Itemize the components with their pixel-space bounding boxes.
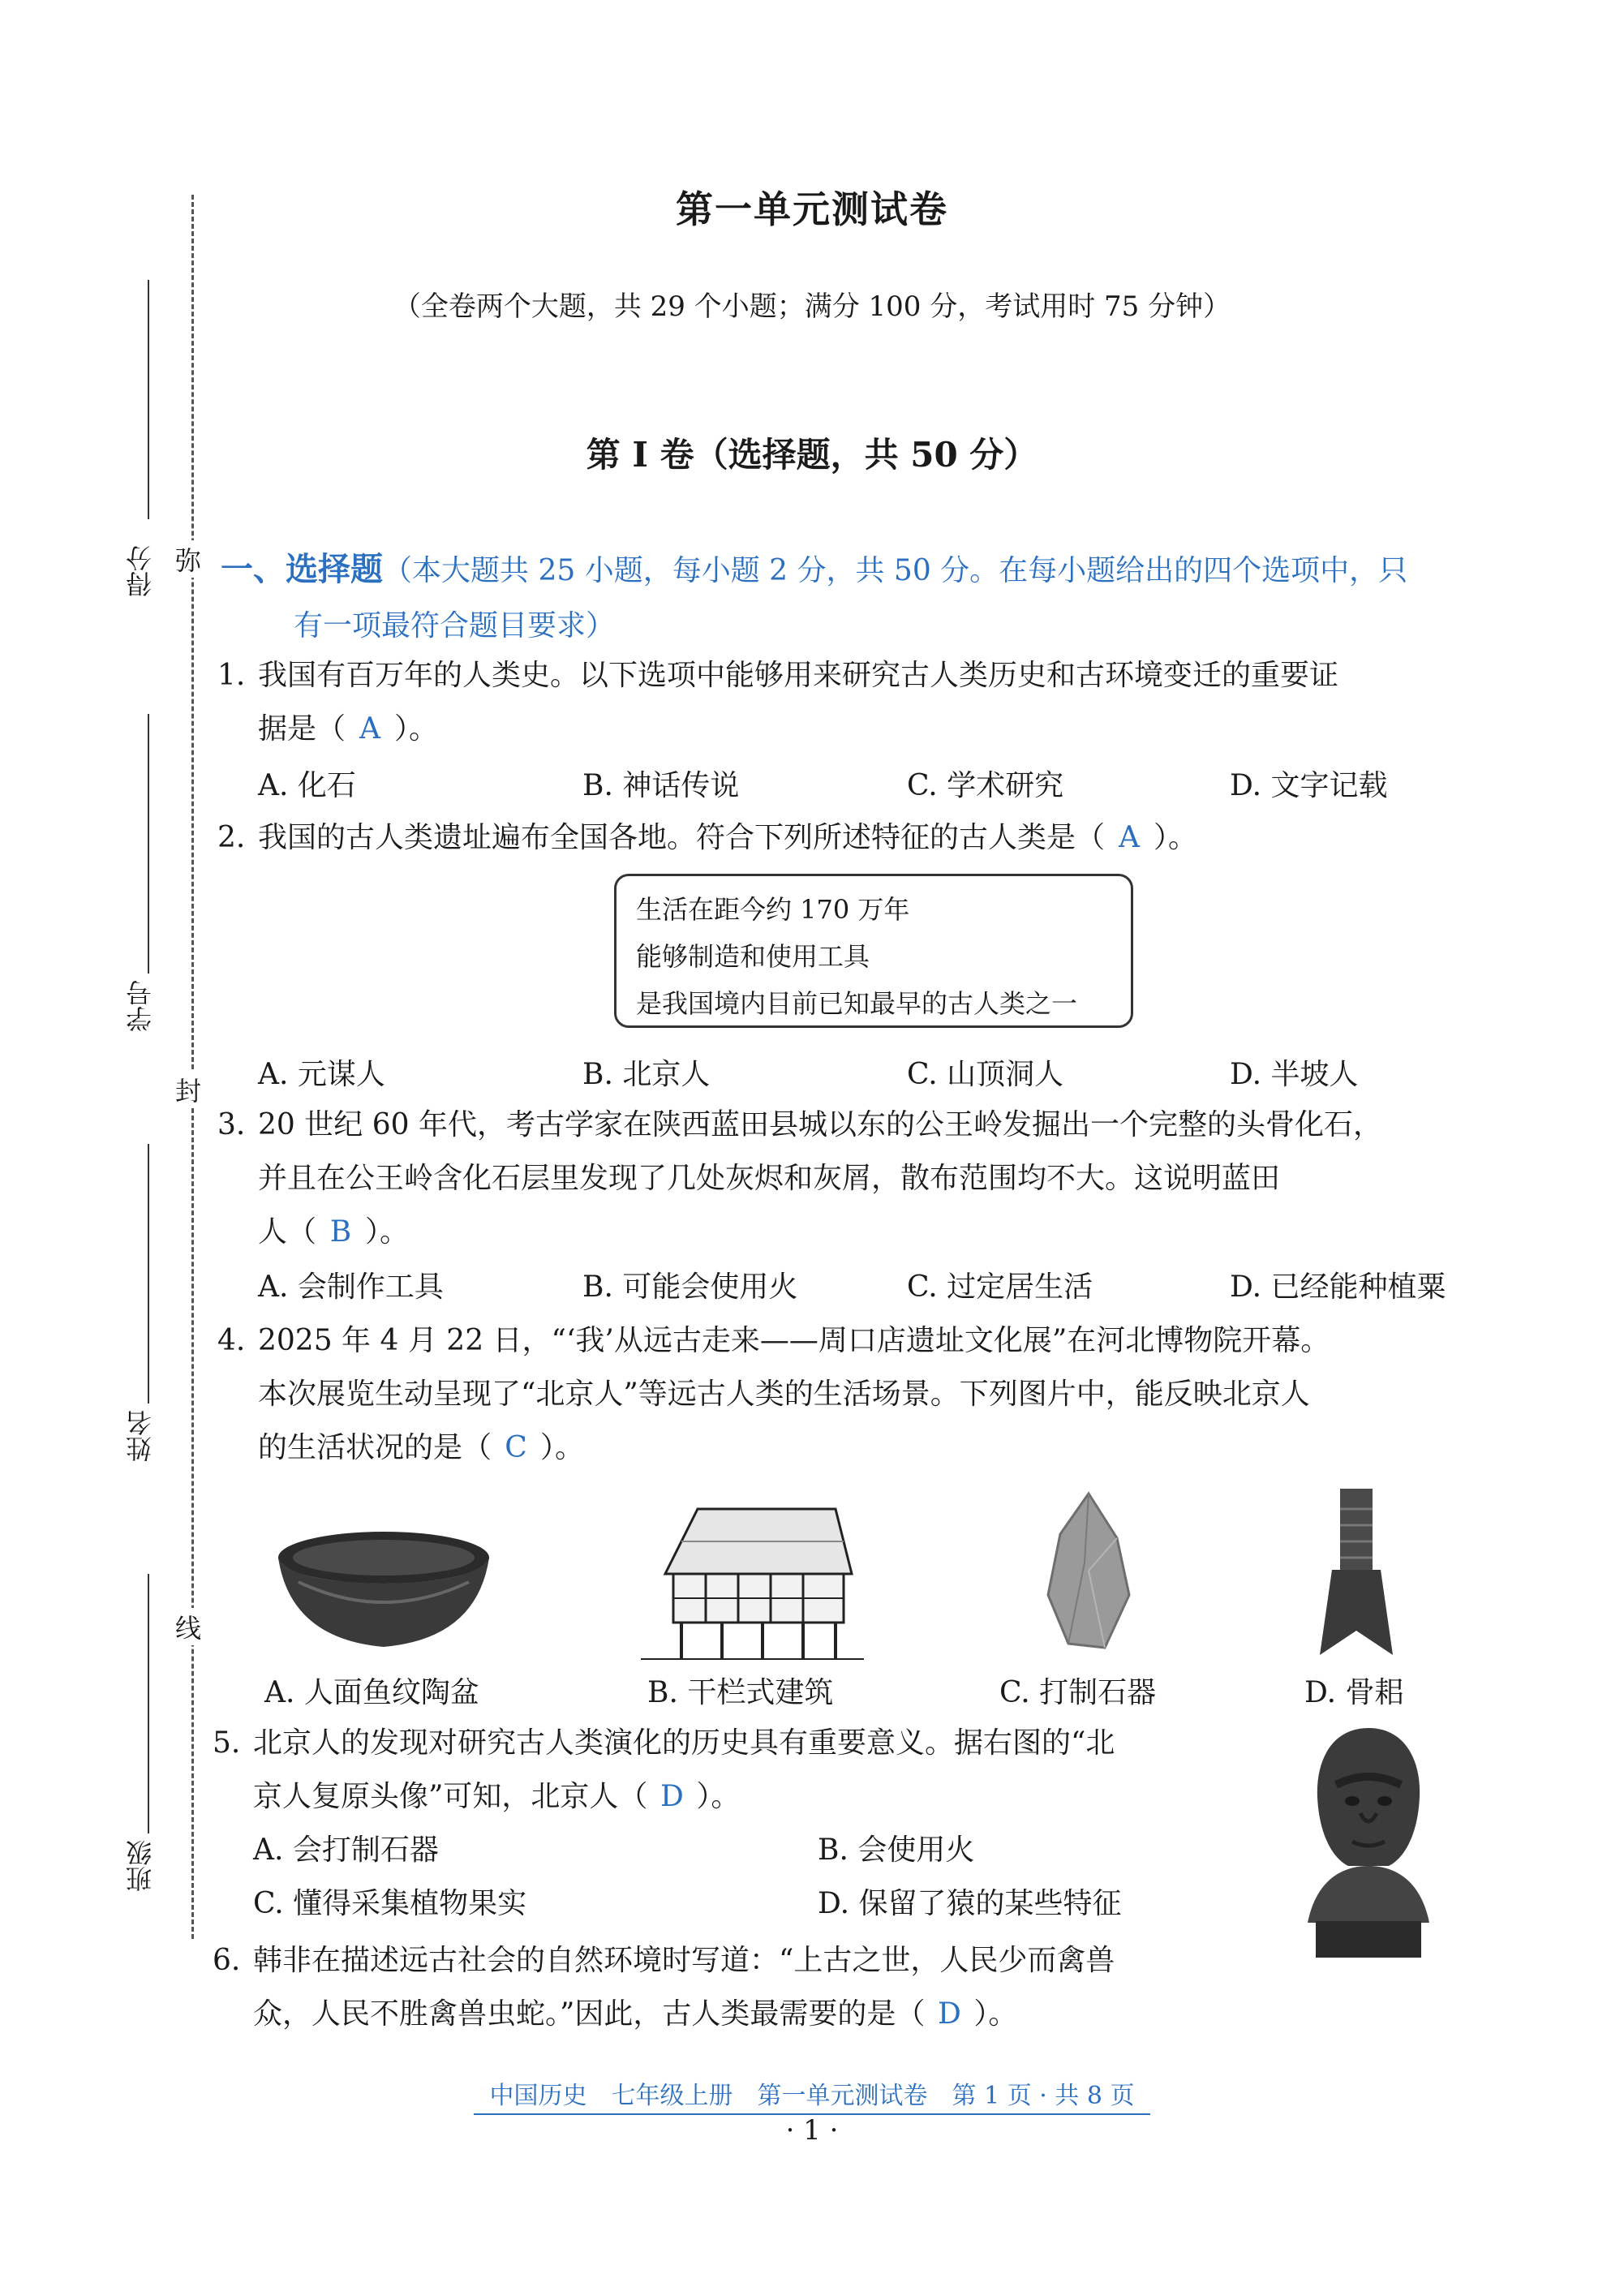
question-tail: ）。 <box>394 712 439 746</box>
pottery-basin-image <box>274 1525 493 1655</box>
feature-box <box>614 874 1133 1028</box>
section-heading <box>221 542 1502 654</box>
image-caption-c: C. 打制石器 <box>999 1676 1157 1709</box>
page-number: · 1 · <box>785 2114 839 2147</box>
seal-mark-mi: 弥 <box>175 540 201 578</box>
section-head: 一、选择题 <box>221 550 383 588</box>
question-4 <box>217 1314 1515 1475</box>
stilt-house-image <box>633 1501 868 1663</box>
image-caption-a: A. 人面鱼纹陶盆 <box>264 1676 479 1709</box>
option-c: C. 过定居生活 <box>907 1270 1093 1304</box>
section-desc-2: 有一项最符合题目要求） <box>294 609 616 643</box>
question-line: 人（ <box>258 1215 317 1249</box>
answer: B <box>329 1215 352 1249</box>
question-line: 的生活状况的是（ <box>258 1431 492 1464</box>
option-d: D. 文字记载 <box>1230 769 1388 802</box>
question-line: 并且在公王岭含化石层里发现了几处灰烬和灰屑，散布范围均不大。这说明蓝田 <box>258 1162 1281 1195</box>
question-3 <box>217 1098 1515 1259</box>
option-a: A. 化石 <box>258 769 356 802</box>
option-d: D. 半坡人 <box>1230 1058 1359 1091</box>
page-footer <box>0 2075 1624 2111</box>
option-c: C. 懂得采集植物果实 <box>253 1887 527 1920</box>
section-desc-1: （本大题共 25 小题，每小题 2 分，共 50 分。在每小题给出的四个选项中，只 <box>383 554 1408 587</box>
image-caption-d: D. 骨耜 <box>1304 1676 1404 1709</box>
score-label: 得分 <box>125 545 156 597</box>
question-1 <box>217 649 1499 756</box>
option-a: A. 元谋人 <box>258 1058 385 1091</box>
class-label: 班级 <box>125 1840 156 1892</box>
question-line: 北京人的发现对研究古人类演化的历史具有重要意义。据右图的“北 <box>253 1726 1115 1760</box>
option-d: D. 保留了猿的某些特征 <box>818 1887 1122 1920</box>
question-tail: ）。 <box>540 1431 585 1464</box>
question-line: 韩非在描述远古社会的自然环境时写道：“上古之世，人民少而禽兽 <box>253 1944 1115 1977</box>
name-line <box>148 1144 149 1404</box>
seal-mark-xian: 线 <box>175 1608 201 1645</box>
part-title: 第 Ⅰ 卷（选择题，共 50 分） <box>586 435 1038 475</box>
page-title: 第一单元测试卷 <box>676 187 948 231</box>
answer: A <box>359 712 381 746</box>
question-6 <box>213 1934 1316 2041</box>
question-line: 我国有百万年的人类史。以下选项中能够用来研究古人类历史和古环境变迁的重要证 <box>258 659 1339 692</box>
option-b: B. 神话传说 <box>582 769 740 802</box>
student-id-label: 学号 <box>125 980 156 1032</box>
image-caption-b: B. 干栏式建筑 <box>647 1676 834 1709</box>
bone-spade-image <box>1308 1485 1405 1663</box>
question-line: 众，人民不胜禽兽虫蛇。”因此，古人类最需要的是（ <box>253 1997 926 2031</box>
stone-tool-image <box>1040 1489 1137 1652</box>
feature-line: 是我国境内目前已知最早的古人类之一 <box>636 988 1078 1019</box>
option-d: D. 已经能种植粟 <box>1230 1270 1446 1304</box>
question-tail: ）。 <box>1154 821 1198 854</box>
question-number: 4. <box>217 1324 246 1357</box>
answer: A <box>1119 821 1141 854</box>
question-line: 京人复原头像”可知，北京人（ <box>253 1780 648 1813</box>
question-2 <box>217 811 1499 865</box>
option-b: B. 北京人 <box>582 1058 711 1091</box>
question-number: 2. <box>217 821 246 854</box>
option-a: A. 会打制石器 <box>253 1833 439 1867</box>
question-tail: ）。 <box>696 1780 741 1813</box>
option-b: B. 可能会使用火 <box>582 1270 798 1304</box>
option-b: B. 会使用火 <box>818 1833 975 1867</box>
question-line: 据是（ <box>258 712 346 746</box>
feature-line: 能够制造和使用工具 <box>636 941 870 972</box>
answer: D <box>937 1997 961 2031</box>
peking-man-bust-image <box>1291 1720 1446 1963</box>
question-number: 3. <box>217 1108 246 1141</box>
question-tail: ）。 <box>365 1215 410 1249</box>
seal-mark-feng: 封 <box>175 1071 201 1108</box>
question-line: 本次展览生动呈现了“北京人”等远古人类的生活场景。下列图片中，能反映北京人 <box>258 1378 1310 1411</box>
option-a: A. 会制作工具 <box>258 1270 444 1304</box>
question-number: 6. <box>213 1944 241 1977</box>
name-label: 姓名 <box>125 1410 156 1462</box>
question-line: 20 世纪 60 年代，考古学家在陕西蓝田县城以东的公王岭发掘出一个完整的头骨化石， <box>258 1108 1382 1141</box>
option-c: C. 学术研究 <box>907 769 1064 802</box>
class-line <box>148 1574 149 1833</box>
option-c: C. 山顶洞人 <box>907 1058 1064 1091</box>
question-number: 1. <box>217 659 246 692</box>
question-line: 我国的古人类遗址遍布全国各地。符合下列所述特征的古人类是（ <box>258 821 1106 854</box>
exam-info: （全卷两个大题，共 29 个小题；满分 100 分，考试用时 75 分钟） <box>393 290 1231 323</box>
question-line: 2025 年 4 月 22 日，“‘我’从远古走来——周口店遗址文化展”在河北博物院开幕。 <box>258 1324 1330 1357</box>
feature-line: 生活在距今约 170 万年 <box>636 894 910 925</box>
footer-text: 中国历史 七年级上册 第一单元测试卷 第 1 页 · 共 8 页 <box>474 2082 1151 2115</box>
question-5 <box>213 1717 1316 1824</box>
student-id-line <box>148 714 149 974</box>
answer: D <box>659 1780 684 1813</box>
question-number: 5. <box>213 1726 241 1760</box>
answer: C <box>505 1431 527 1464</box>
question-tail: ）。 <box>973 1997 1018 2031</box>
